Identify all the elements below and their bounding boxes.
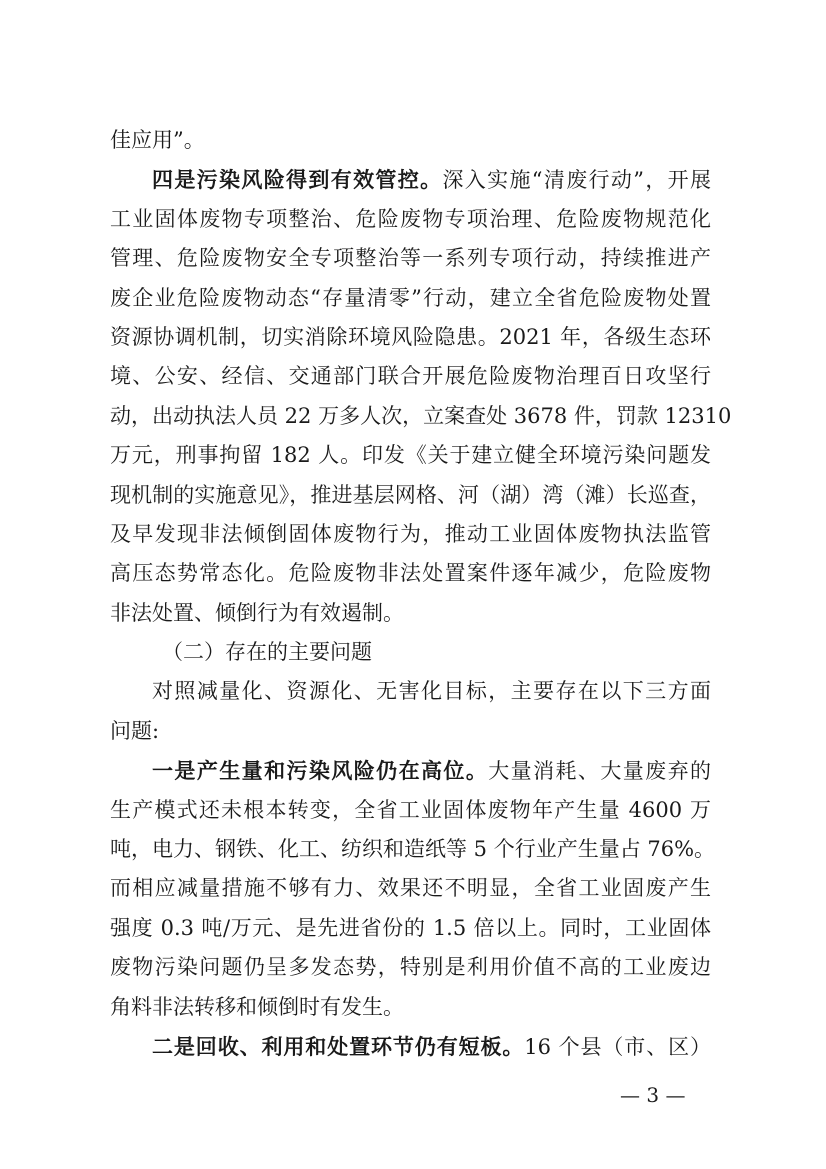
paragraph-first-line [110, 751, 711, 790]
paragraph-line: 强度 0.3 吨/万元、是先进省份的 1.5 倍以上。同时，工业固体 [110, 915, 711, 940]
paragraph-text: 深入实施“清废行动”，开展 [442, 168, 711, 193]
document-page [110, 121, 732, 1066]
paragraph-first-line [110, 1027, 711, 1066]
paragraph-line: 现机制的实施意见》，推进基层网格、河（湖）湾（滩）长巡查， [110, 482, 711, 507]
paragraph-line: 生产模式还未根本转变，全省工业固体废物年产生量 4600 万 [110, 797, 711, 822]
paragraph-line: 非法处置、倾倒行为有效遏制。 [110, 600, 404, 625]
paragraph-line: 吨，电力、钢铁、化工、纺织和造纸等 5 个行业产生量占 76%。 [110, 837, 716, 862]
paragraph-line: 而相应减量措施不够有力、效果还不明显，全省工业固废产生 [110, 876, 711, 901]
paragraph-heading: 二是回收、利用和处置环节仍有短板。 [152, 1033, 525, 1059]
paragraph-line: 问题: [110, 718, 160, 743]
paragraph-line: 高压态势常态化。危险废物非法处置案件逐年减少，危险废物 [110, 561, 711, 586]
paragraph-line: 角料非法转移和倾倒时有发生。 [110, 994, 404, 1019]
paragraph-line: 工业固体废物专项整治、危险废物专项治理、危险废物规范化 [110, 206, 711, 231]
page-number: — 3 — [620, 1083, 686, 1107]
paragraph-heading: 一是产生量和污染风险仍在高位。 [152, 758, 489, 784]
paragraph-continuation: 佳应用”。 [110, 128, 205, 152]
paragraph-text: 大量消耗、大量废弃的 [488, 759, 711, 784]
paragraph-line: 资源协调机制，切实消除环境风险隐患。2021 年，各级生态环 [110, 324, 711, 349]
paragraph-line: 动，出动执法人员 22 万多人次，立案查处 3678 件，罚款 12310 [110, 403, 732, 428]
paragraph-heading: 四是污染风险得到有效管控。 [152, 167, 443, 193]
paragraph-line: 及早发现非法倾倒固体废物行为，推动工业固体废物执法监管 [110, 521, 711, 546]
paragraph-line: 废物污染问题仍呈多发态势，特别是利用价值不高的工业废边 [110, 955, 711, 980]
section-heading: （二）存在的主要问题 [162, 640, 372, 665]
paragraph-line: 万元，刑事拘留 182 人。印发《关于建立健全环境污染问题发 [110, 443, 711, 468]
paragraph-text: 16 个县（市、区） [524, 1034, 711, 1059]
paragraph-line: 废企业危险废物动态“存量清零”行动，建立全省危险废物处置 [110, 285, 711, 310]
paragraph-first-line: 对照减量化、资源化、无害化目标，主要存在以下三方面 [152, 679, 711, 704]
paragraph-first-line [110, 160, 711, 199]
paragraph-line: 管理、危险废物安全专项整治等一系列专项行动，持续推进产 [110, 246, 711, 271]
paragraph-line: 境、公安、经信、交通部门联合开展危险废物治理百日攻坚行 [110, 364, 711, 389]
